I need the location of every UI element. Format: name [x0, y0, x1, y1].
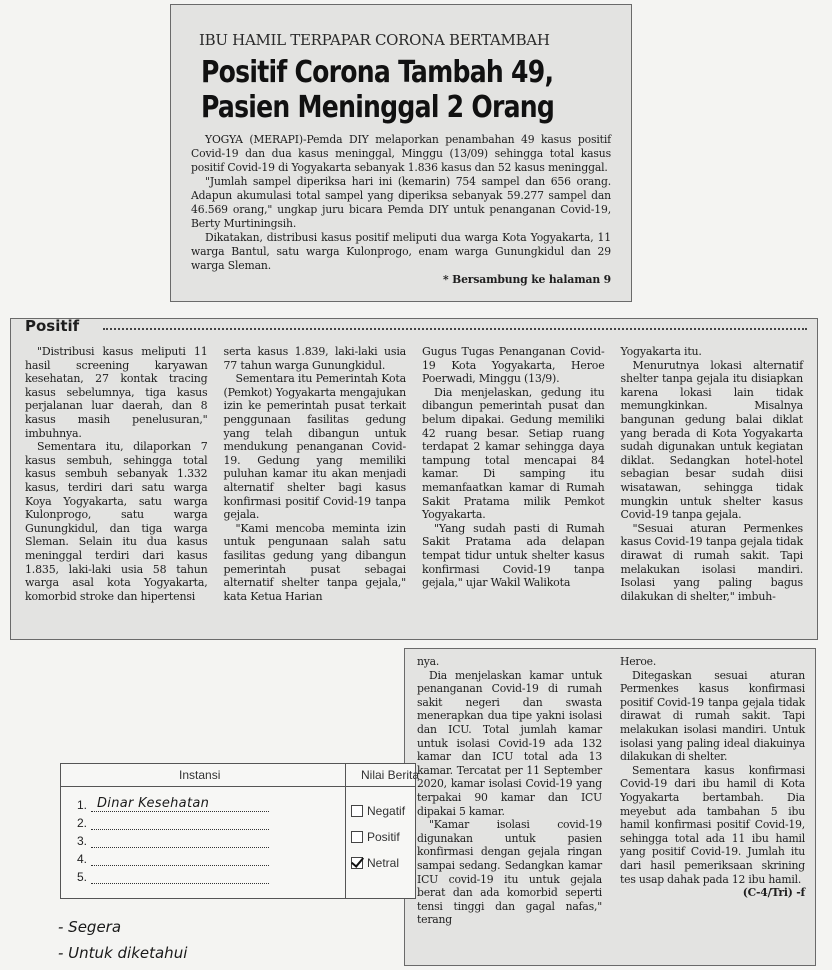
- article-column-3: [422, 345, 605, 603]
- row-number: 1.: [77, 798, 88, 812]
- article-kicker: IBU HAMIL TERPAPAR CORONA BERTAMBAH: [199, 31, 550, 49]
- row-number: 3.: [77, 834, 88, 848]
- paragraph: Dia menjelaskan, gedung itu dibangun pemerintah pusat dan belum dipakai. Gedung memiliki 42 ruang besar. Setiap ruang terdapat 2 kamar sehingga daya tampung total mencapai 84 kamar. Di samping itu memanfaatkan kamar di Rumah Sakit Pratama milik Pemkot Yogyakarta.: [422, 385, 605, 522]
- paragraph: Dia menjelaskan kamar untuk penanganan Covid-19 di rumah sakit negeri dan swasta menerapkan dua tipe yakni isolasi dan ICU. Total jumlah kamar untuk isolasi Covid-19 ada 132 kamar dan ICU total ada 13 kamar. Tercatat per 11 September 2020, kamar isolasi Covid-19 yang terpakai 90 kamar dan ICU dipakai 5 kamar.: [417, 668, 602, 818]
- note-segera: - Segera: [58, 918, 122, 936]
- instansi-rows: [77, 794, 269, 884]
- byline: (C-4/Tri) -f: [742, 886, 805, 900]
- lead-paragraphs: [191, 133, 611, 287]
- option-negatif[interactable]: [351, 798, 405, 824]
- row-number: 2.: [77, 816, 88, 830]
- option-netral[interactable]: [351, 850, 405, 876]
- paragraph: Sementara itu, dilaporkan 7 kasus sembuh, sehingga total kasus sembuh sebanyak 1.332 kasus, terdiri dari satu warga Koya Yogyakarta, satu warga Kulonprogo, satu warga Gunungkidul, dan tiga warga Sleman. Selain itu dua kasus meninggal terdiri dari kasus 1.835, laki-laki usia 58 tahun warga asal kota Yogyakarta, komorbid stroke dan hipertensi: [25, 440, 208, 603]
- instansi-row: [77, 866, 269, 884]
- option-label: Positif: [367, 830, 400, 844]
- instansi-row: [77, 794, 269, 812]
- paragraph: Heroe.: [620, 655, 657, 668]
- paragraph: nya.: [417, 655, 440, 668]
- paragraph: Sementara itu Pemerintah Kota (Pemkot) Yogyakarta mengajukan izin ke pemerintah pusat terkait penggunaan fasilitas gedung yang telah dibangun untuk mendukung penanganan Covid-19. Gedung yang memiliki puluhan kamar itu akan menjadi alternatif shelter bagi kasus konfirmasi positif Covid-19 tanpa gejala.: [223, 372, 406, 522]
- continued-note: * Bersambung ke halaman 9: [443, 273, 611, 286]
- handwritten-notes: [58, 918, 187, 970]
- column-divider: [345, 764, 346, 898]
- article-column-5: [417, 655, 602, 927]
- top-clipping: [170, 4, 632, 302]
- lead-paragraph: Dikatakan, distribusi kasus positif meliputi dua warga Kota Yogyakarta, 11 warga Bantul, satu warga Kulonprogo, enam warga Gunungkidul dan 29 warga Sleman.: [191, 231, 611, 272]
- paragraph: Yogyakarta itu.: [620, 345, 702, 358]
- paragraph: "Kami mencoba meminta izin untuk pengunaan salah satu fasilitas gedung yang dibangun pemerintah pusat sebagai alternatif shelter tanpa gejala," kata Ketua Harian: [223, 521, 406, 603]
- instansi-field[interactable]: [91, 869, 269, 884]
- checkbox-negatif[interactable]: [351, 805, 363, 817]
- instansi-field[interactable]: [91, 833, 269, 848]
- article-columns: [417, 655, 805, 927]
- instansi-row: [77, 848, 269, 866]
- article-column-1: [25, 345, 208, 603]
- checkbox-positif[interactable]: [351, 831, 363, 843]
- handwritten-entry: Dinar Kesehatan: [97, 796, 210, 811]
- paragraph: serta kasus 1.839, laki-laki usia 77 tahun warga Gunungkidul.: [223, 345, 406, 372]
- paragraph: Sementara kasus konfirmasi Covid-19 dari ibu hamil di Kota Yogyakarta bertambah. Dia meyebut ada tambahan 5 ibu hamil konfirmasi positif Covid-19, sehingga total ada 11 ibu hamil yang positif Covid-19. Jumlah itu dari hasil pemeriksaan skrining tes usap dahak pada 12 ibu hamil.: [620, 763, 805, 886]
- instansi-field[interactable]: [91, 797, 269, 812]
- article-headline: [201, 55, 582, 125]
- article-column-4: [621, 345, 804, 603]
- row-number: 5.: [77, 870, 88, 884]
- lead-paragraph: "Jumlah sampel diperiksa hari ini (kemarin) 754 sampel dan 656 orang. Adapun akumulasi total sampel yang diperiksa sebanyak 59.277 sampel dan 46.569 orang," ungkap juru bicara Pemda DIY untuk penanganan Covid-19, Berty Murtiningsih.: [191, 175, 611, 230]
- option-label: Negatif: [367, 804, 406, 818]
- lead-paragraph: YOGYA (MERAPI)-Pemda DIY melaporkan penambahan 49 kasus positif Covid-19 dan dua kasus meninggal, Minggu (13/09) sehingga total kasus positif Covid-19 di Yogyakarta sebanyak 1.836 kasus dan 52 kasus meninggal.: [191, 133, 611, 174]
- paragraph: Gugus Tugas Penanganan Covid-19 Kota Yogyakarta, Heroe Poerwadi, Minggu (13/9).: [422, 345, 605, 386]
- article-column-2: [224, 345, 407, 603]
- paragraph: "Kamar isolasi covid-19 digunakan untuk pasien konfirmasi dengan gejala ringan sampai sedang. Sedangkan kamar ICU covid-19 itu untuk gejala berat dan ada komorbid seperti tensi tinggi dan gagal nafas," terang: [417, 818, 602, 927]
- headline-line-2: Pasien Meninggal 2 Orang: [201, 90, 555, 125]
- option-positif[interactable]: [351, 824, 405, 850]
- instansi-row: [77, 812, 269, 830]
- article-columns: [25, 345, 803, 603]
- header-instansi: Instansi: [179, 768, 221, 782]
- header-nilai-berita: Nilai Berita: [361, 768, 420, 782]
- checkbox-netral[interactable]: [351, 857, 363, 869]
- instansi-row: [77, 830, 269, 848]
- dotted-leader: [103, 328, 807, 330]
- evaluation-form: [60, 763, 420, 899]
- instansi-field[interactable]: [91, 815, 269, 830]
- paragraph: "Yang sudah pasti di Rumah Sakit Pratama ada delapan tempat tidur untuk shelter kasus konfirmasi Covid-19 tanpa gejala," ujar Wakil Walikota: [422, 521, 605, 590]
- headline-line-1: Positif Corona Tambah 49,: [201, 55, 554, 90]
- row-number: 4.: [77, 852, 88, 866]
- option-label: Netral: [367, 856, 400, 870]
- paragraph: "Sesuai aturan Permenkes kasus Covid-19 tanpa gejala tidak dirawat di rumah sakit. Tapi melakukan isolasi mandiri. Isolasi yang paling bagus dilakukan di shelter," imbuh-: [620, 521, 803, 603]
- article-column-6: [620, 655, 805, 927]
- paragraph: "Distribusi kasus meliputi 11 hasil screening karyawan kesehatan, 27 kontak tracing kasus sebelumnya, tiga kasus perjalanan luar daerah, dan 8 kasus masih penelusuran," imbuhnya.: [25, 345, 208, 440]
- continuation-clipping: [10, 318, 818, 640]
- paragraph: Menurutnya lokasi alternatif shelter tanpa gejala itu disiapkan karena lokasi lain tidak memungkinkan. Misalnya bangunan gedung balai diklat yang berada di Kota Yogyakarta sudah digunakan untuk kegiatan diklat. Sedangkan hotel-hotel sebagian besar sudah diisi wisatawan, sehingga tidak mungkin untuk shelter kasus Covid-19 tanpa gejala.: [620, 358, 803, 522]
- note-untuk-diketahui: - Untuk diketahui: [58, 944, 188, 962]
- bottom-clipping: [404, 648, 816, 966]
- continuation-label: Positif: [25, 318, 83, 335]
- paragraph: Ditegaskan sesuai aturan Permenkes kasus konfirmasi positif Covid-19 tanpa gejala tidak dirawat di rumah sakit. Tapi melakukan isolasi mandiri. Untuk isolasi yang paling ideal diakuinya dilakukan di shelter.: [620, 668, 805, 764]
- instansi-field[interactable]: [91, 851, 269, 866]
- form-header: [61, 764, 420, 787]
- nilai-options: [351, 798, 405, 876]
